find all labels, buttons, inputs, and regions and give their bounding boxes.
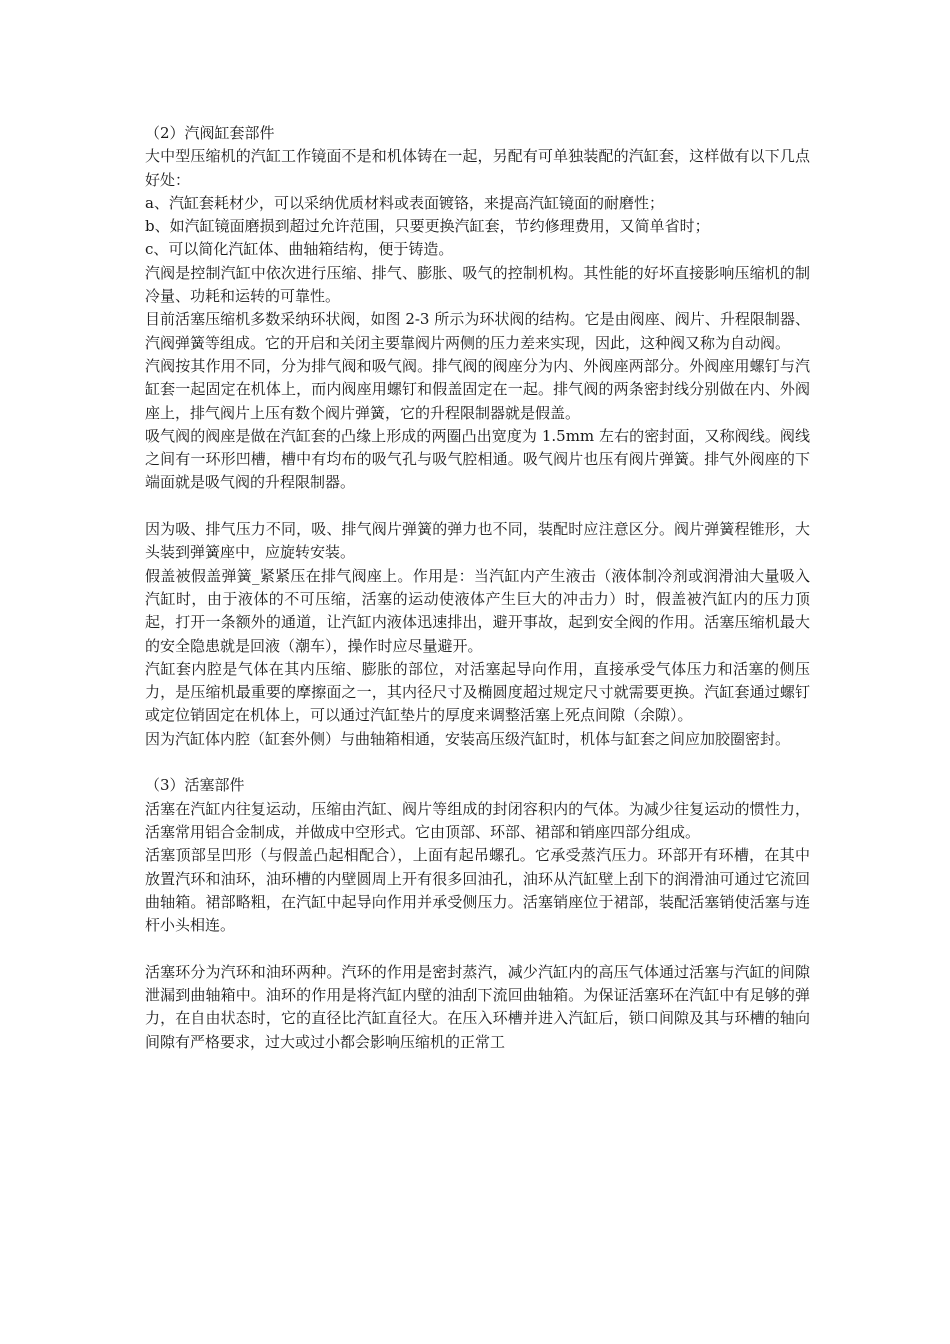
list-item-c: c、可以简化汽缸体、曲轴箱结构，便于铸造。 (145, 240, 454, 259)
paragraph: 因为汽缸体内腔（缸套外侧）与曲轴箱相通，安装高压级汽缸时，机体与缸套之间应加胶圈密封。 (145, 729, 791, 748)
paragraph: 活塞顶部呈凹形（与假盖凸起相配合），上面有起吊螺孔。它承受蒸汽压力。环部开有环槽，在其中放置汽环和油环，油环槽的内壁圆周上开有很多回油孔，油环从汽缸壁上刮下的润滑油可通过它流回曲轴箱。裙部略粗，在汽缸中起导向作用并承受侧压力。活塞销座位于裙部，装配活塞销使活塞与连杆小头相连。 (145, 846, 810, 935)
list-item-a: a、汽缸套耗材少，可以采纳优质材料或表面镀铬，来提高汽缸镜面的耐磨性； (145, 193, 664, 212)
paragraph: 汽阀按其作用不同，分为排气阀和吸气阀。排气阀的阀座分为内、外阀座两部分。外阀座用螺钉与汽缸套一起固定在机体上，而内阀座用螺钉和假盖固定在一起。排气阀的两条密封线分别做在内、外阀座上，排气阀片上压有数个阀片弹簧，它的升程限制器就是假盖。 (145, 356, 810, 422)
blank-line (145, 751, 810, 774)
paragraph: 因为吸、排气压力不同，吸、排气阀片弹簧的弹力也不同，装配时应注意区分。阀片弹簧程锥形，大头装到弹簧座中，应旋转安装。 (145, 520, 810, 562)
section-heading-valve-liner: （2）汽阀缸套部件 (145, 124, 275, 142)
paragraph: 汽阀是控制汽缸中依次进行压缩、排气、膨胀、吸气的控制机构。其性能的好坏直接影响压缩机的制冷量、功耗和运转的可靠性。 (145, 263, 810, 306)
section-heading-piston: （3）活塞部件 (145, 776, 245, 795)
paragraph: 活塞环分为汽环和油环两种。汽环的作用是密封蒸汽，减少汽缸内的高压气体通过活塞与汽缸的间隙泄漏到曲轴箱中。油环的作用是将汽缸内壁的油刮下流回曲轴箱。为保证活塞环在汽缸中有足够的弹力，在自由状态时，它的直径比汽缸直径大。在压入环槽并进入汽缸后，锁口间隙及其与环槽的轴向间隙有严格要求，过大或过小都会影响压缩机的正常工 (145, 962, 810, 1051)
paragraph: 吸气阀的阀座是做在汽缸套的凸缘上形成的两圈凸出宽度为 1.5mm 左右的密封面，又称阀线。阀线之间有一环形凹槽，槽中有均布的吸气孔与吸气腔相通。吸气阀片也压有阀片弹簧。排气外阀座的下端面就是吸气阀的升程限制器。 (145, 426, 810, 492)
blank-line (145, 495, 810, 518)
paragraph: 大中型压缩机的汽缸工作镜面不是和机体铸在一起，另配有可单独装配的汽缸套，这样做有以下几点好处： (145, 147, 810, 189)
paragraph: 汽缸套内腔是气体在其内压缩、膨胀的部位，对活塞起导向作用，直接承受气体压力和活塞的侧压力，是压缩机最重要的摩擦面之一，其内径尺寸及椭圆度超过规定尺寸就需要更换。汽缸套通过螺钉或定位销固定在机体上，可以通过汽缸垫片的厚度来调整活塞上死点间隙（余隙）。 (145, 659, 810, 725)
blank-line (145, 937, 810, 960)
document-page (145, 122, 810, 1054)
paragraph: 假盖被假盖弹簧_紧紧压在排气阀座上。作用是：当汽缸内产生液击（液体制冷剂或润滑油大量吸入汽缸时，由于液体的不可压缩，活塞的运动使液体产生巨大的冲击力）时，假盖被汽缸内的压力顶起，打开一条额外的通道，让汽缸内液体迅速排出，避开事故，起到安全阀的作用。活塞压缩机最大的安全隐患就是回液（潮车），操作时应尽量避开。 (145, 566, 810, 655)
paragraph: 活塞在汽缸内往复运动，压缩由汽缸、阀片等组成的封闭容积内的气体。为减少往复运动的惯性力，活塞常用铝合金制成，并做成中空形式。它由顶部、环部、裙部和销座四部分组成。 (145, 799, 810, 841)
paragraph: 目前活塞压缩机多数采纳环状阀，如图 2-3 所示为环状阀的结构。它是由阀座、阀片、升程限制器、汽阀弹簧等组成。它的开启和关闭主要靠阀片两侧的压力差来实现，因此，这种阀又称为自动阀。 (145, 310, 810, 352)
list-item-b: b、如汽缸镜面磨损到超过允许范围，只要更换汽缸套，节约修理费用，又简单省时； (145, 217, 710, 236)
